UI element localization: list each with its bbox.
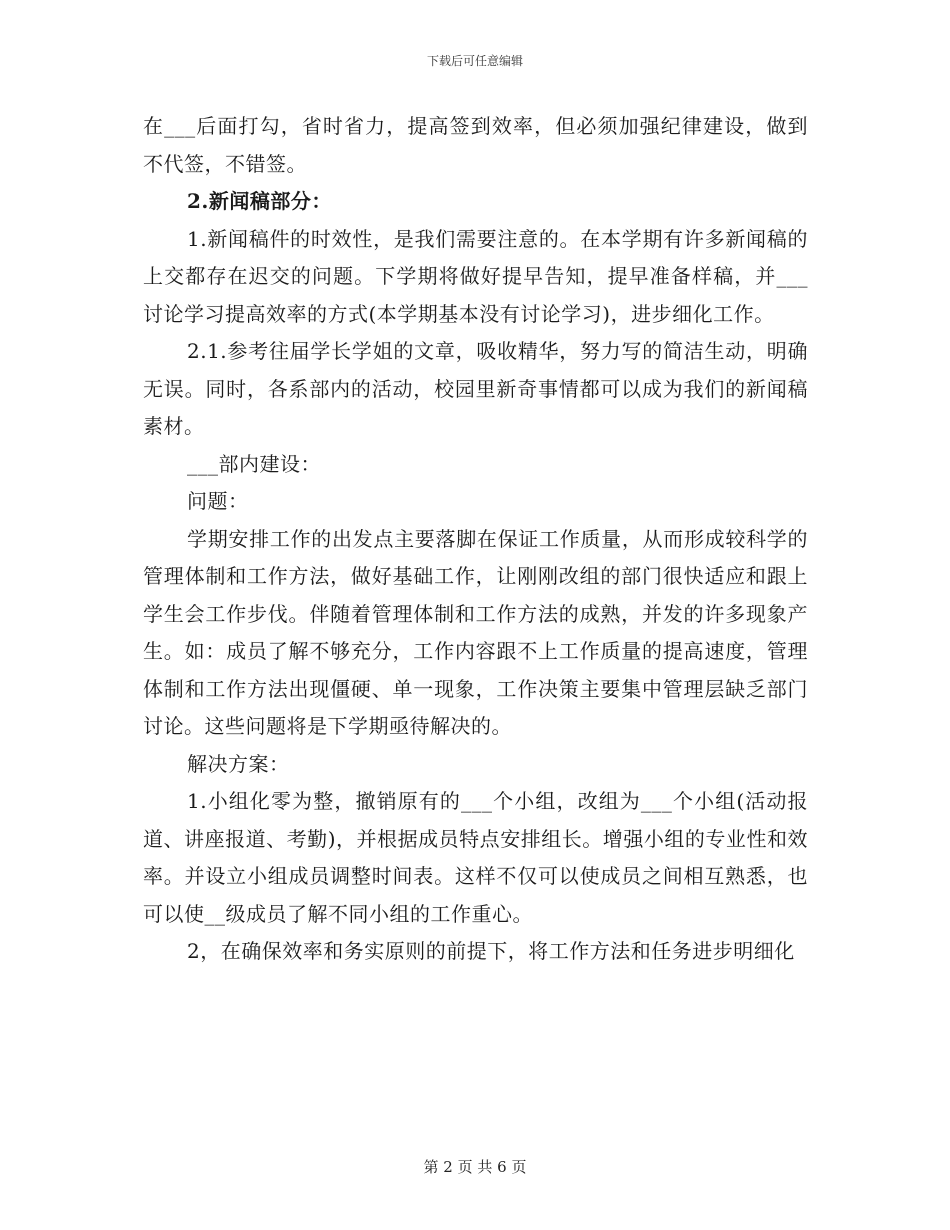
solution-label: 解决方案：	[187, 751, 290, 776]
document-body	[143, 108, 808, 971]
paragraph-9: 1.小组化零为整，撤销原有的___个小组，改组为___个小组(活动报道、讲座报道、考勤)，并根据成员特点安排组长。增强小组的专业性和效率。并设立小组成员调整时间表。这样不仅可以使成员之间相互熟悉，也可以使__级成员了解不同小组的工作重心。	[143, 789, 808, 926]
page-header: 下载后可任意编辑	[426, 54, 523, 68]
paragraph-3: 1.新闻稿件的时效性，是我们需要注意的。在本学期有许多新闻稿的上交都存在迟交的问题。下学期将做好提早告知，提早准备样稿，并___讨论学习提高效率的方式(本学期基本没有讨论学习)，进步细化工作。	[143, 226, 808, 326]
section-heading-news: 2.新闻稿部分：	[187, 189, 332, 213]
problem-label: 问题：	[187, 489, 249, 513]
paragraph-4: 2.1.参考往届学长学姐的文章，吸收精华，努力写的简洁生动，明确无误。同时，各系部内的活动，校园里新奇事情都可以成为我们的新闻稿素材。	[143, 339, 808, 438]
paragraph-7: 学期安排工作的出发点主要落脚在保证工作质量，从而形成较科学的管理体制和工作方法，做好基础工作，让刚刚改组的部门很快适应和跟上学生会工作步伐。伴随着管理体制和工作方法的成熟，并发的许多现象产生。如：成员了解不够充分，工作内容跟不上工作质量的提高速度，管理体制和工作方法出现僵硬、单一现象，工作决策主要集中管理层缺乏部门讨论。这些问题将是下学期亟待解决的。	[143, 526, 808, 738]
page-footer: 第 2 页 共 6 页	[423, 1158, 527, 1176]
section-heading-dept: ___部内建设：	[187, 451, 321, 476]
paragraph-10: 2，在确保效率和务实原则的前提下，将工作方法和任务进步明细化	[187, 939, 795, 963]
paragraph-1: 在___后面打勾，省时省力，提高签到效率，但必须加强纪律建设，做到不代签，不错签。	[143, 114, 808, 176]
